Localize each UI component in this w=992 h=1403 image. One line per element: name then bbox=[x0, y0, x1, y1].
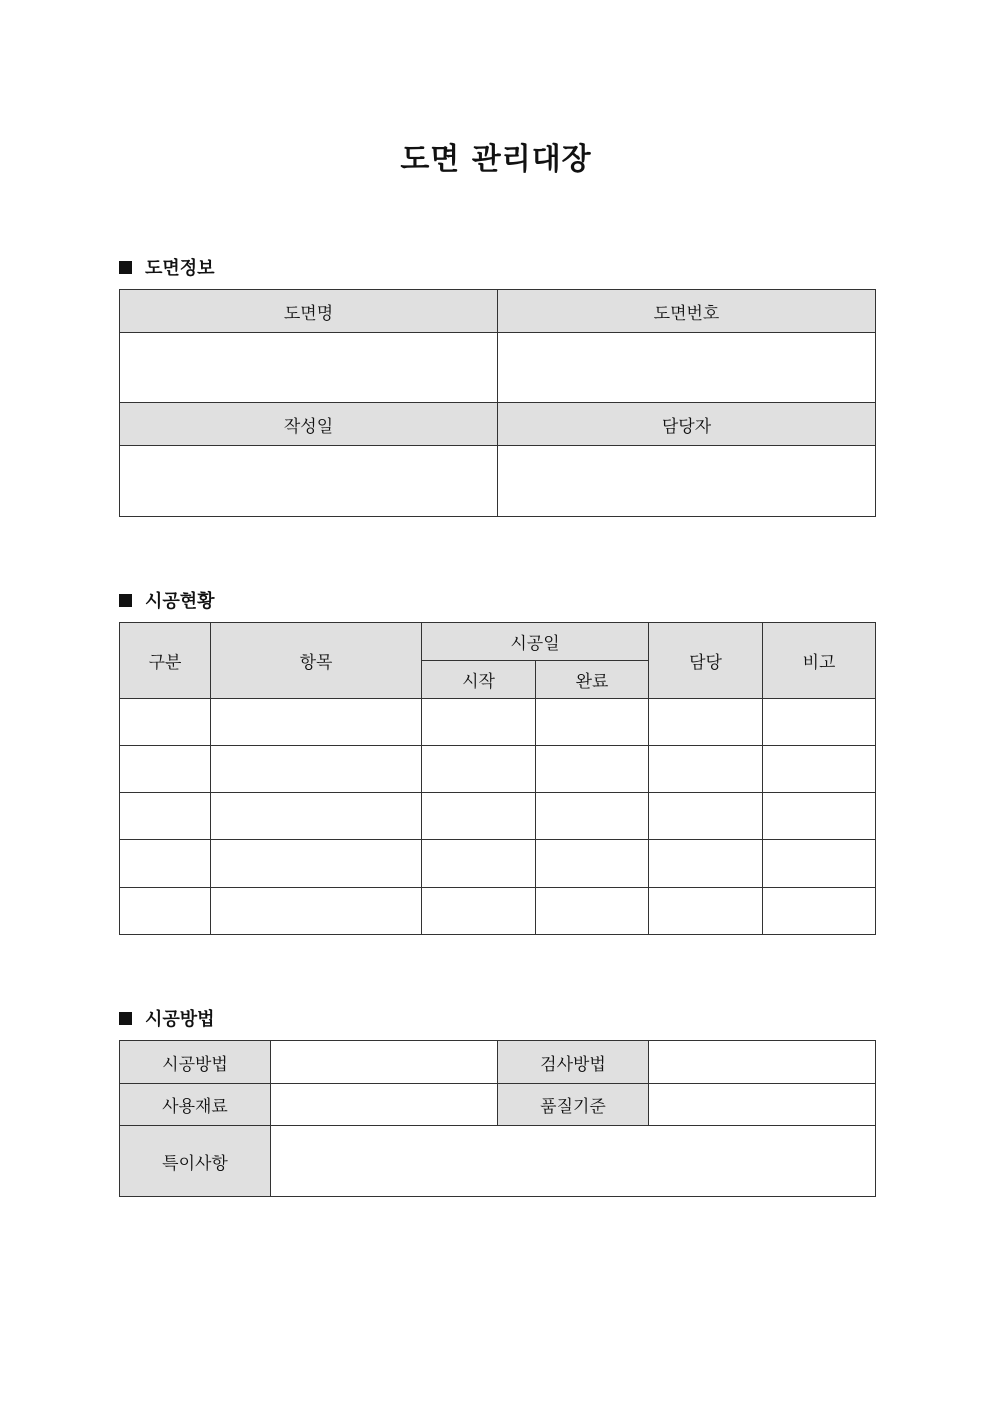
cell-category[interactable] bbox=[120, 746, 211, 793]
cell-start[interactable] bbox=[422, 793, 536, 840]
cell-start[interactable] bbox=[422, 746, 536, 793]
cell-item[interactable] bbox=[211, 840, 422, 888]
cell-manager[interactable] bbox=[649, 888, 763, 935]
cell-item[interactable] bbox=[211, 699, 422, 746]
drawing-number-label: 도면번호 bbox=[498, 290, 876, 333]
cell-manager[interactable] bbox=[649, 699, 763, 746]
header-start: 시작 bbox=[422, 661, 536, 699]
cell-category[interactable] bbox=[120, 888, 211, 935]
cell-remarks[interactable] bbox=[763, 793, 876, 840]
section-heading-label: 도면정보 bbox=[145, 258, 215, 279]
construction-method-table bbox=[119, 1040, 876, 1197]
cell-remarks[interactable] bbox=[763, 888, 876, 935]
quality-standard-field[interactable] bbox=[649, 1084, 876, 1126]
document-title: 도면 관리대장 bbox=[400, 142, 592, 177]
header-end: 완료 bbox=[536, 661, 649, 699]
cell-category[interactable] bbox=[120, 840, 211, 888]
cell-start[interactable] bbox=[422, 840, 536, 888]
table-row bbox=[120, 746, 876, 793]
cell-remarks[interactable] bbox=[763, 746, 876, 793]
section-heading-construction-method bbox=[119, 1005, 215, 1031]
drawing-name-label: 도면명 bbox=[120, 290, 498, 333]
special-notes-field[interactable] bbox=[271, 1126, 876, 1197]
table-row bbox=[120, 699, 876, 746]
cell-remarks[interactable] bbox=[763, 840, 876, 888]
section-heading-drawing-info bbox=[119, 254, 215, 280]
date-created-label: 작성일 bbox=[120, 403, 498, 446]
cell-manager[interactable] bbox=[649, 840, 763, 888]
cell-end[interactable] bbox=[536, 699, 649, 746]
header-construction-date: 시공일 bbox=[422, 623, 649, 661]
quality-standard-label: 품질기준 bbox=[498, 1084, 649, 1126]
header-category: 구분 bbox=[120, 623, 211, 699]
section-heading-label: 시공방법 bbox=[145, 1009, 215, 1030]
cell-manager[interactable] bbox=[649, 746, 763, 793]
cell-item[interactable] bbox=[211, 793, 422, 840]
construction-status-table bbox=[119, 622, 876, 935]
table-row bbox=[120, 793, 876, 840]
table-row bbox=[120, 840, 876, 888]
drawing-number-field[interactable] bbox=[498, 333, 876, 403]
inspection-method-label: 검사방법 bbox=[498, 1041, 649, 1084]
cell-item[interactable] bbox=[211, 746, 422, 793]
table-row bbox=[120, 888, 876, 935]
cell-manager[interactable] bbox=[649, 793, 763, 840]
square-bullet-icon bbox=[119, 594, 132, 607]
materials-label: 사용재료 bbox=[120, 1084, 271, 1126]
cell-end[interactable] bbox=[536, 840, 649, 888]
manager-field[interactable] bbox=[498, 446, 876, 517]
cell-end[interactable] bbox=[536, 888, 649, 935]
manager-label: 담당자 bbox=[498, 403, 876, 446]
cell-item[interactable] bbox=[211, 888, 422, 935]
inspection-method-field[interactable] bbox=[649, 1041, 876, 1084]
section-heading-construction-status bbox=[119, 587, 215, 613]
header-item: 항목 bbox=[211, 623, 422, 699]
cell-start[interactable] bbox=[422, 888, 536, 935]
section-heading-label: 시공현황 bbox=[145, 591, 215, 612]
cell-end[interactable] bbox=[536, 793, 649, 840]
cell-end[interactable] bbox=[536, 746, 649, 793]
materials-field[interactable] bbox=[271, 1084, 498, 1126]
header-manager: 담당 bbox=[649, 623, 763, 699]
construction-method-field[interactable] bbox=[271, 1041, 498, 1084]
square-bullet-icon bbox=[119, 261, 132, 274]
special-notes-label: 특이사항 bbox=[120, 1126, 271, 1197]
drawing-name-field[interactable] bbox=[120, 333, 498, 403]
square-bullet-icon bbox=[119, 1012, 132, 1025]
date-created-field[interactable] bbox=[120, 446, 498, 517]
cell-category[interactable] bbox=[120, 793, 211, 840]
cell-start[interactable] bbox=[422, 699, 536, 746]
cell-remarks[interactable] bbox=[763, 699, 876, 746]
cell-category[interactable] bbox=[120, 699, 211, 746]
header-remarks: 비고 bbox=[763, 623, 876, 699]
construction-method-label: 시공방법 bbox=[120, 1041, 271, 1084]
drawing-info-table bbox=[119, 289, 876, 517]
